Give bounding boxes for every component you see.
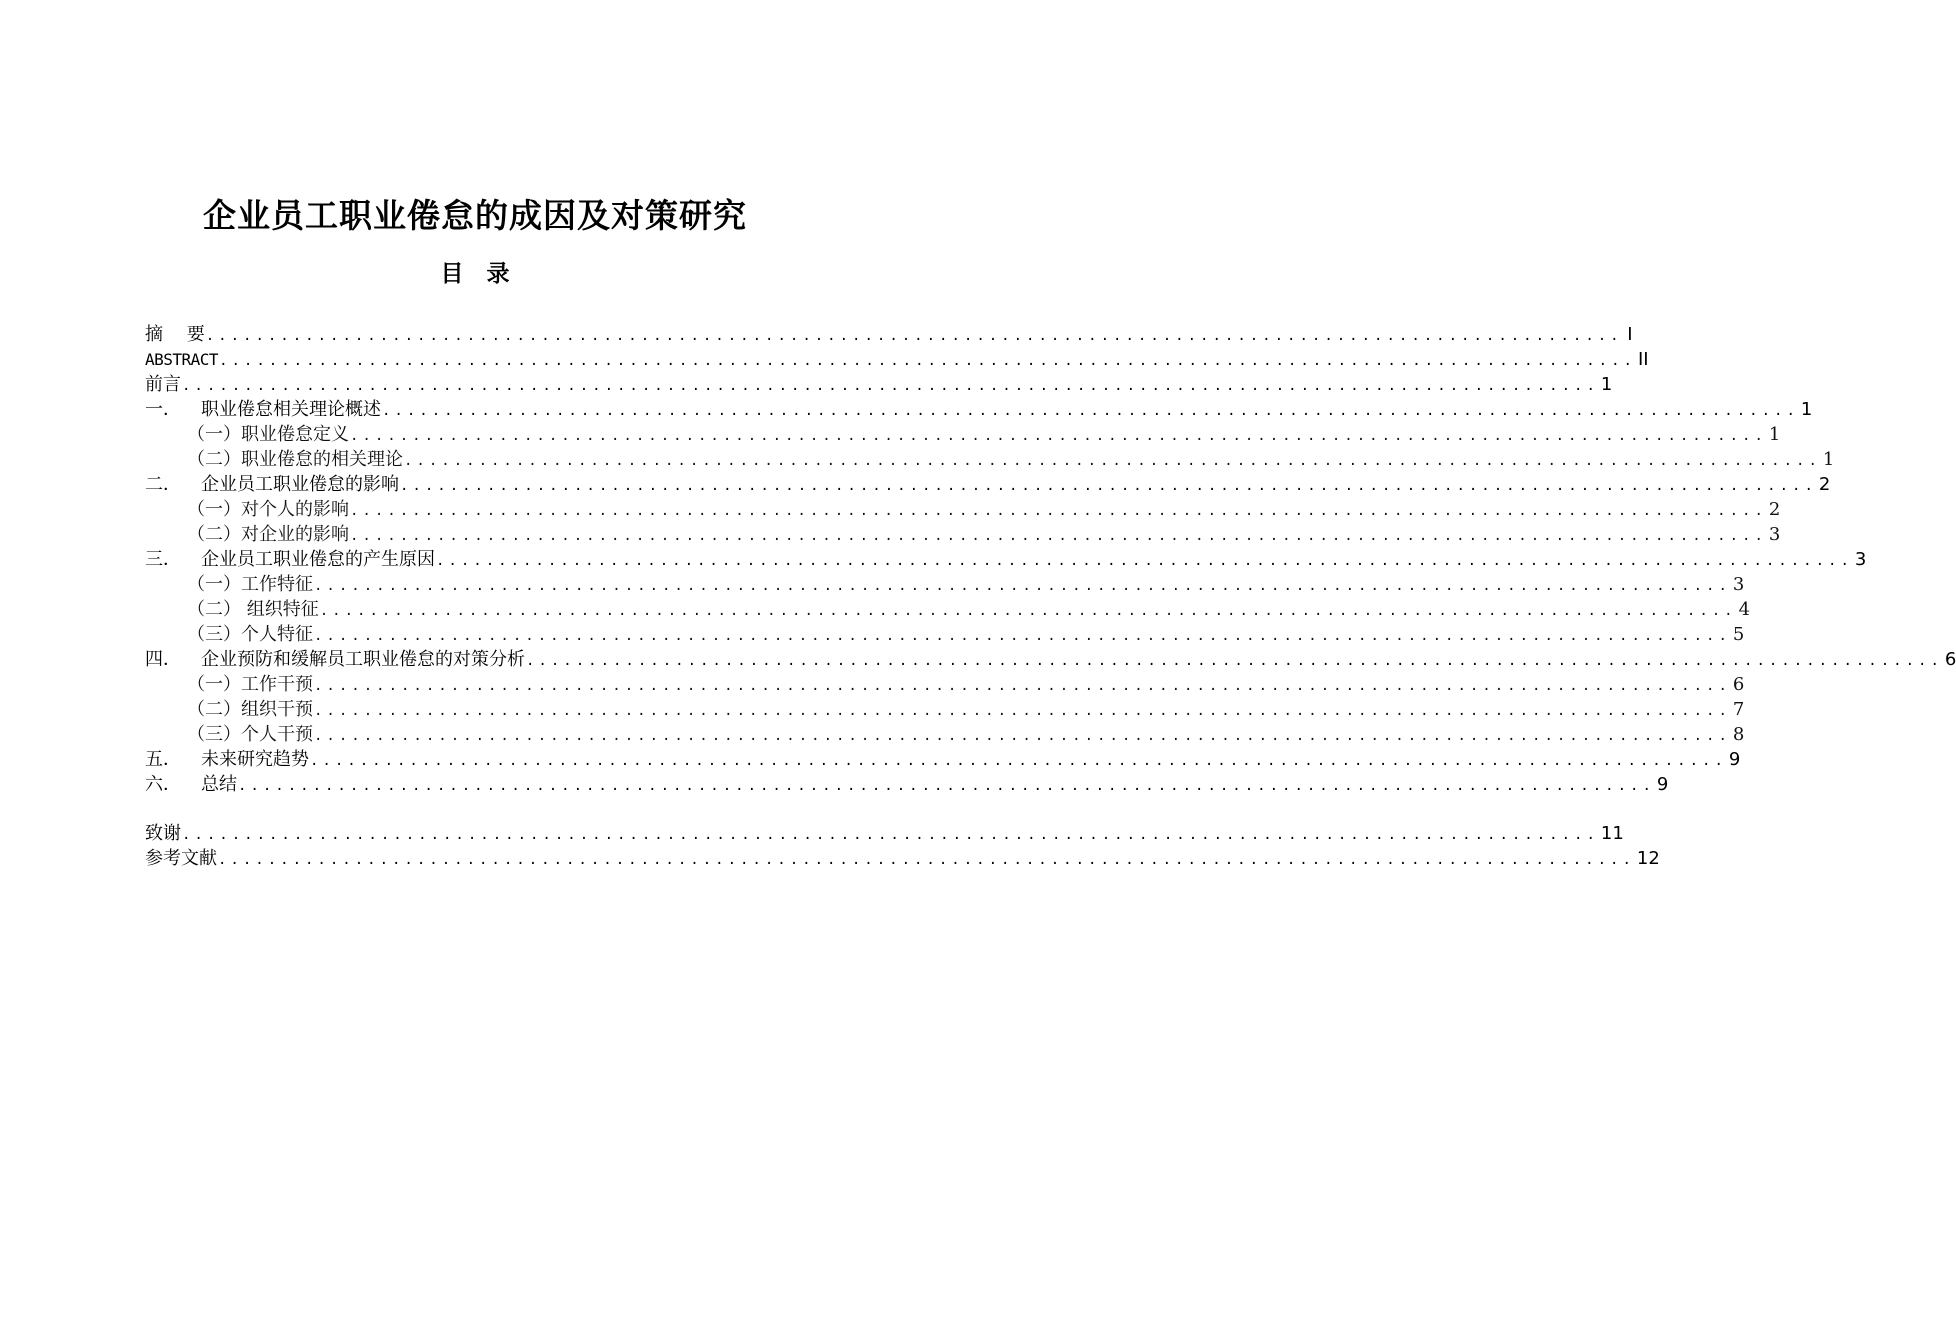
toc-entry-label: （一）职业倦怠定义 bbox=[187, 424, 349, 445]
toc-entry-section-4-2[interactable] bbox=[145, 697, 1745, 722]
toc-leader-dots: .................................................................................................................. bbox=[205, 328, 1623, 344]
toc-entry-section-3-1[interactable] bbox=[145, 572, 1745, 597]
toc-leader-dots: .................................................................................................................. bbox=[436, 553, 1853, 569]
toc-leader-dots: .................................................................................................................. bbox=[319, 603, 1737, 619]
toc-entry-chapter-1[interactable] bbox=[145, 397, 1813, 422]
toc-entry-label: （二）对企业的影响 bbox=[187, 524, 349, 545]
toc-entry-label: （二）组织干预 bbox=[187, 699, 313, 720]
toc-entry-page: 4 bbox=[1738, 599, 1751, 620]
toc-heading: 目 录 bbox=[440, 261, 510, 287]
toc-entry-chapter-6[interactable] bbox=[145, 772, 1669, 797]
toc-entry-section-4-3[interactable] bbox=[145, 722, 1745, 747]
toc-entry-label: 摘 要 bbox=[145, 324, 205, 345]
toc-entry-chapter-4[interactable] bbox=[145, 647, 1956, 672]
toc-leader-dots: .................................................................................................................. bbox=[238, 778, 1655, 794]
document-title: 企业员工职业倦怠的成因及对策研究 bbox=[203, 196, 747, 235]
toc-leader-dots: .................................................................................................................. bbox=[182, 827, 1599, 843]
toc-entry-section-2-1[interactable] bbox=[145, 497, 1781, 522]
toc-entry-page: 3 bbox=[1854, 549, 1867, 570]
toc-entry-label: （一）对个人的影响 bbox=[187, 499, 349, 520]
toc-leader-dots: .................................................................................................................. bbox=[310, 753, 1727, 769]
toc-entry-label: （二） 组织特征 bbox=[187, 599, 319, 620]
toc-entry-number: 五． bbox=[145, 749, 181, 770]
toc-entry-page: 1 bbox=[1822, 449, 1835, 470]
toc-entry-page: 1 bbox=[1800, 399, 1813, 420]
toc-entry-label: 企业预防和缓解员工职业倦怠的对策分析 bbox=[201, 649, 525, 670]
toc-leader-dots: .................................................................................................................. bbox=[404, 453, 1821, 469]
toc-entry-references[interactable] bbox=[145, 846, 1660, 871]
toc-entry-chapter-3[interactable] bbox=[145, 547, 1867, 572]
toc-entry-page: 1 bbox=[1600, 374, 1613, 395]
toc-entry-page: 12 bbox=[1636, 848, 1660, 869]
toc-entry-chapter-5[interactable] bbox=[145, 747, 1741, 772]
toc-leader-dots: .................................................................................................................. bbox=[219, 353, 1636, 369]
toc-entry-page: 5 bbox=[1732, 624, 1745, 645]
toc-entry-page: 9 bbox=[1728, 749, 1741, 770]
toc-entry-number: 六． bbox=[145, 774, 181, 795]
toc-entry-label: 总结 bbox=[201, 774, 237, 795]
toc-entry-number: 二． bbox=[145, 474, 181, 495]
toc-entry-label: （二）职业倦怠的相关理论 bbox=[187, 449, 403, 470]
toc-entry-label: 致谢 bbox=[145, 823, 181, 844]
toc-entry-abstract-cn[interactable] bbox=[145, 322, 1633, 347]
toc-entry-page: 6 bbox=[1944, 649, 1956, 670]
toc-entry-section-2-2[interactable] bbox=[145, 522, 1781, 547]
toc-entry-section-3-3[interactable] bbox=[145, 622, 1745, 647]
toc-entry-label: 参考文献 bbox=[145, 848, 217, 869]
toc-entry-section-1-2[interactable] bbox=[145, 447, 1835, 472]
toc-entry-label: 未来研究趋势 bbox=[201, 749, 309, 770]
toc-leader-dots: .................................................................................................................. bbox=[182, 378, 1599, 394]
toc-entry-preface[interactable] bbox=[145, 372, 1613, 397]
toc-entry-label: 企业员工职业倦怠的影响 bbox=[201, 474, 399, 495]
toc-entry-chapter-2[interactable] bbox=[145, 472, 1831, 497]
toc-leader-dots: .................................................................................................................. bbox=[400, 478, 1817, 494]
toc-leader-dots: .................................................................................................................. bbox=[314, 628, 1731, 644]
toc-entry-section-3-2[interactable] bbox=[145, 597, 1751, 622]
toc-entry-section-1-1[interactable] bbox=[145, 422, 1781, 447]
toc-leader-dots: .................................................................................................................. bbox=[350, 428, 1767, 444]
toc-entry-page: 1 bbox=[1768, 424, 1781, 445]
toc-entry-acknowledgements[interactable] bbox=[145, 821, 1624, 846]
toc-entry-number: 一． bbox=[145, 399, 181, 420]
toc-entry-page: 9 bbox=[1656, 774, 1669, 795]
toc-entry-page: II bbox=[1637, 349, 1649, 370]
toc-leader-dots: .................................................................................................................. bbox=[350, 528, 1767, 544]
toc-entry-label: 前言 bbox=[145, 374, 181, 395]
toc-entry-label: 职业倦怠相关理论概述 bbox=[201, 399, 381, 420]
toc-entry-label: （一）工作特征 bbox=[187, 574, 313, 595]
toc-leader-dots: .................................................................................................................. bbox=[314, 703, 1731, 719]
toc-entry-label: （三）个人特征 bbox=[187, 624, 313, 645]
toc-leader-dots: .................................................................................................................. bbox=[350, 503, 1767, 519]
toc-leader-dots: .................................................................................................................. bbox=[382, 403, 1799, 419]
toc-entry-page: I bbox=[1627, 324, 1633, 345]
toc-entry-page: 6 bbox=[1732, 674, 1745, 695]
toc-leader-dots: .................................................................................................................. bbox=[526, 653, 1943, 669]
toc-leader-dots: .................................................................................................................. bbox=[218, 852, 1635, 868]
toc-entry-section-4-1[interactable] bbox=[145, 672, 1745, 697]
toc-entry-page: 11 bbox=[1600, 823, 1624, 844]
toc-entry-page: 2 bbox=[1768, 499, 1781, 520]
toc-entry-number: 四． bbox=[145, 649, 181, 670]
table-of-contents bbox=[145, 322, 1956, 871]
toc-entry-number: 三． bbox=[145, 549, 181, 570]
toc-leader-dots: .................................................................................................................. bbox=[314, 678, 1731, 694]
toc-entry-label: （三）个人干预 bbox=[187, 724, 313, 745]
toc-leader-dots: .................................................................................................................. bbox=[314, 728, 1731, 744]
toc-entry-label: ABSTRACT bbox=[145, 350, 219, 369]
toc-entry-page: 7 bbox=[1732, 699, 1745, 720]
toc-entry-abstract-en[interactable] bbox=[145, 347, 1649, 372]
toc-entry-page: 8 bbox=[1732, 724, 1745, 745]
toc-entry-label: （一）工作干预 bbox=[187, 674, 313, 695]
toc-leader-dots: .................................................................................................................. bbox=[314, 578, 1731, 594]
toc-entry-page: 2 bbox=[1818, 474, 1831, 495]
toc-entry-label: 企业员工职业倦怠的产生原因 bbox=[201, 549, 435, 570]
toc-entry-page: 3 bbox=[1732, 574, 1745, 595]
toc-entry-page: 3 bbox=[1768, 524, 1781, 545]
